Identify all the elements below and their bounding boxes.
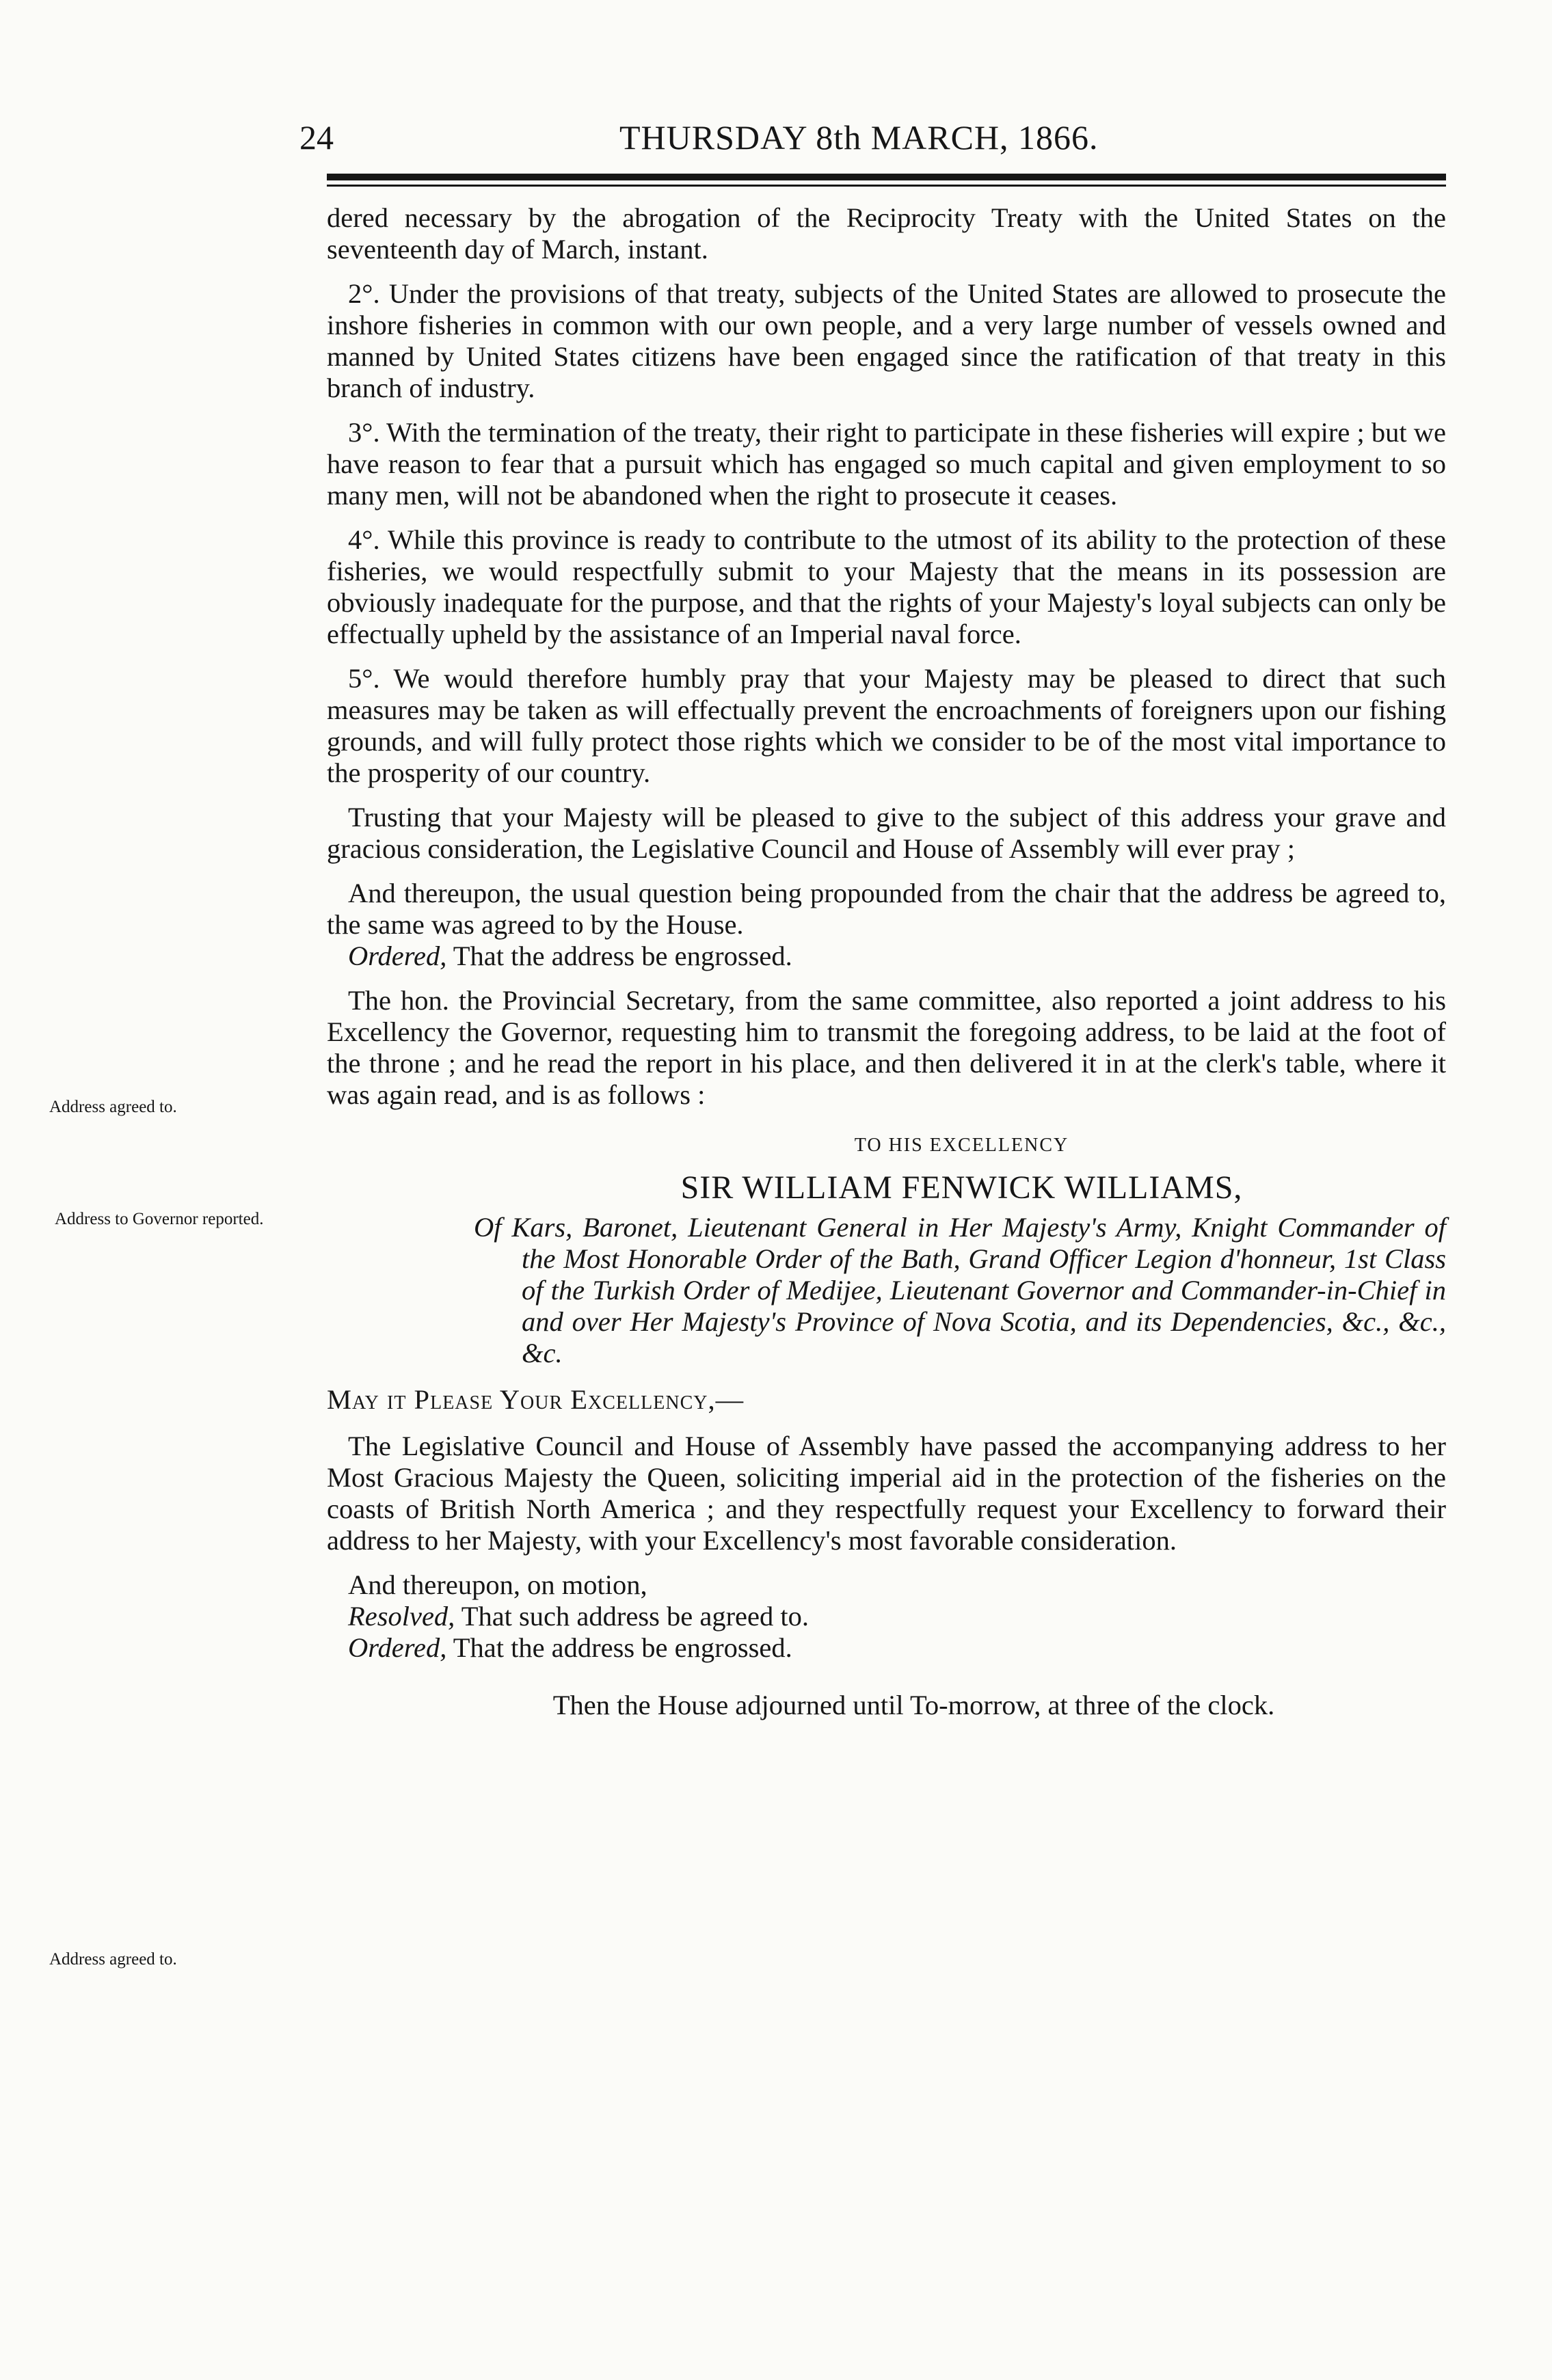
- body-text: [327, 202, 1446, 1721]
- governor-name: SIR WILLIAM FENWICK WILLIAMS,: [680, 1169, 1243, 1206]
- paragraph-thereupon: And thereupon, the usual question being propounded from the chair that the address be agreed to, the same was agreed to by the House.: [327, 878, 1446, 940]
- paragraph-2: 2°. Under the provisions of that treaty, subjects of the United States are allowed to prosecute the inshore fisheries in common with our own people, and a very large number of vessels owned and manned by United States citizens have been engaged since the ratification of that treaty in this branch of industry.: [327, 278, 1446, 403]
- header-rule-thin: [327, 185, 1446, 187]
- on-motion-line: And thereupon, on motion,: [348, 1569, 647, 1600]
- paragraph-5: 5°. We would therefore humbly pray that your Majesty may be pleased to direct that such measures may be taken as will effectually prevent the encroachments of foreigners upon our fishing grounds, and will fully protect those rights which we consider to be of the most vital importance to the prosperity of our country.: [327, 663, 1446, 788]
- resolved-label: Resolved,: [348, 1601, 455, 1632]
- ordered-line-1: [327, 941, 1446, 972]
- ordered-label-2: Ordered,: [348, 1632, 447, 1663]
- ordered-text-2: That the address be engrossed.: [446, 1632, 792, 1663]
- margin-note-address-agreed-2: Address agreed to.: [49, 1950, 177, 1969]
- running-head: THURSDAY 8th MARCH, 1866.: [619, 118, 1099, 157]
- paragraph-legislative: The Legislative Council and House of Assembly have passed the accompanying address to her Most Gracious Majesty the Queen, soliciting imperial aid in the protection of the fisheries on the coasts of British North America ; and they respectfully request your Excellency to forward their address to her Majesty, with your Excellency's most favorable consideration.: [327, 1431, 1446, 1556]
- paragraph-4: 4°. While this province is ready to contribute to the utmost of its ability to the protection of these fisheries, we would respectfully submit to your Majesty that the means in its possession are obviously inadequate for the purpose, and that the rights of your Majesty's loyal subjects can only be effectually upheld by the assistance of an Imperial naval force.: [327, 524, 1446, 649]
- margin-note-address-to-governor: Address to Governor reported.: [55, 1210, 264, 1228]
- resolved-text: That such address be agreed to.: [455, 1601, 810, 1632]
- ordered-label: Ordered,: [348, 941, 447, 971]
- address-heading: TO HIS EXCELLENCY: [854, 1135, 1069, 1156]
- paragraph-continued: dered necessary by the abrogation of the Reciprocity Treaty with the United States on the seventeenth day of March, instant.: [327, 202, 1446, 265]
- governor-titles: Of Kars, Baronet, Lieutenant General in Her Majesty's Army, Knight Commander of the Most Honorable Order of the Bath, Grand Officer Legion d'honneur, 1st Class of the Turkish Order of Medijee, Lieutenant Governor and Commander-in-Chief in and over Her Majesty's Province of Nova Scotia, and its Dependencies, &c., &c., &c.: [474, 1212, 1446, 1368]
- closing-line: Then the House adjourned until To-morrow, at three of the clock.: [552, 1690, 1275, 1720]
- paragraph-trusting: Trusting that your Majesty will be pleased to give to the subject of this address your grave and gracious consideration, the Legislative Council and House of Assembly will ever pray ;: [327, 802, 1446, 864]
- paragraph-secretary: The hon. the Provincial Secretary, from the same committee, also reported a joint address to his Excellency the Governor, requesting him to transmit the foregoing address, to be laid at the foot of the throne ; and he read the report in his place, and then delivered it in at the clerk's table, where it was again read, and is as follows :: [327, 985, 1446, 1110]
- ordered-text: That the address be engrossed.: [446, 941, 792, 971]
- header-rule-thick: [327, 174, 1446, 180]
- paragraph-3: 3°. With the termination of the treaty, their right to participate in these fisheries will expire ; but we have reason to fear that a pursuit which has engaged so much capital and given employment to so many men, will not be abandoned when the right to prosecute it ceases.: [327, 417, 1446, 511]
- margin-note-address-agreed: Address agreed to.: [49, 1098, 177, 1116]
- salutation: May it Please Your Excellency,—: [327, 1384, 745, 1415]
- resolved-line: [327, 1601, 1446, 1632]
- page-number: 24: [299, 118, 334, 157]
- ordered-line-2: [327, 1632, 1446, 1664]
